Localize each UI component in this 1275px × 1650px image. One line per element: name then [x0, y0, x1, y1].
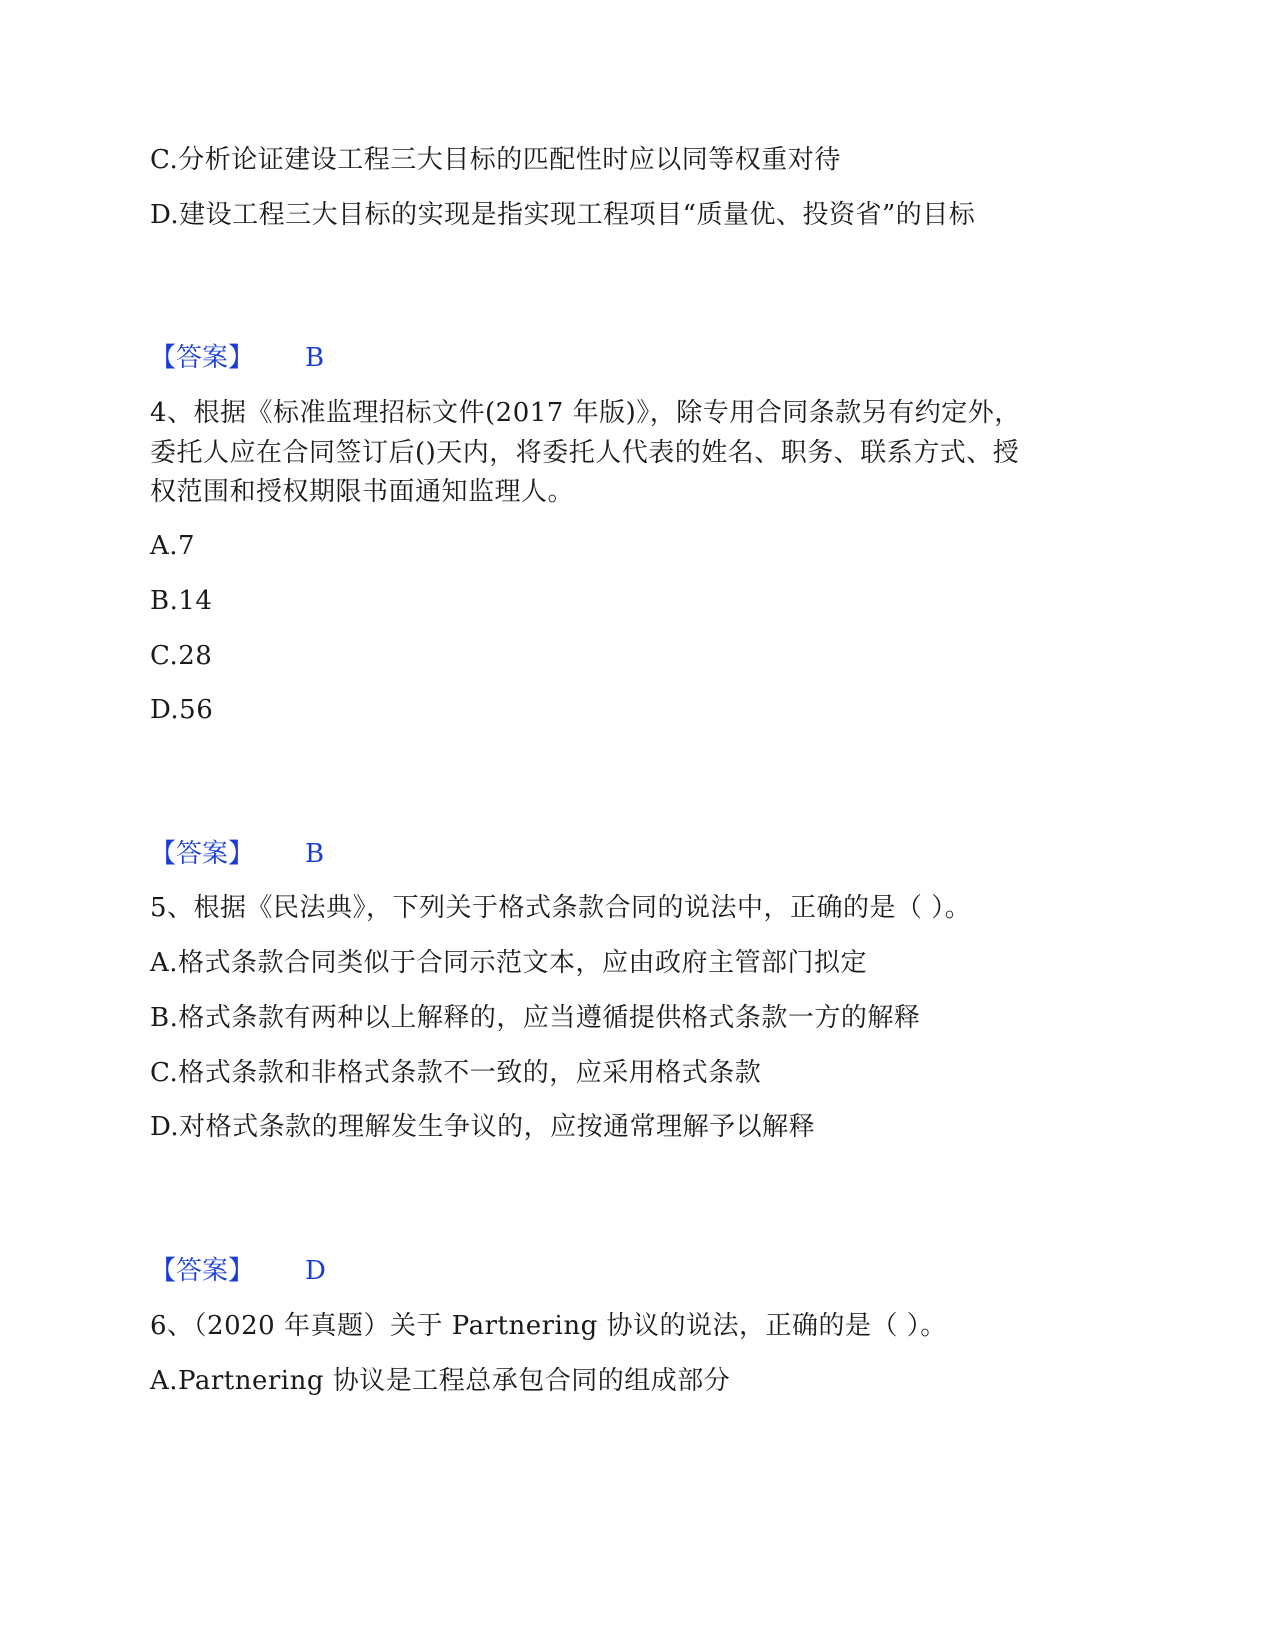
answer-3 [150, 338, 450, 378]
answer-value: D [305, 1256, 326, 1286]
q5-option-d: D.对格式条款的理解发生争议的，应按通常理解予以解释 [150, 1112, 816, 1142]
answer-5 [150, 1251, 450, 1291]
answer-label: 【答案】 [150, 1256, 255, 1286]
q3-option-d: D.建设工程三大目标的实现是指实现工程项目“质量优、投资省”的目标 [150, 200, 976, 230]
q4-option-a: A.7 [150, 531, 196, 561]
answer-value: B [305, 839, 325, 869]
q5-option-c: C.格式条款和非格式条款不一致的，应采用格式条款 [150, 1058, 762, 1088]
answer-value: B [305, 343, 325, 373]
answer-label: 【答案】 [150, 343, 255, 373]
q6-option-a: A.Partnering 协议是工程总承包合同的组成部分 [150, 1366, 731, 1396]
q5-option-a: A.格式条款合同类似于合同示范文本，应由政府主管部门拟定 [150, 948, 868, 978]
q4-stem-line-1: 4、根据《标准监理招标文件(2017 年版)》，除专用合同条款另有约定外， [150, 398, 1021, 428]
q4-stem-line-3: 权范围和授权期限书面通知监理人。 [150, 477, 575, 507]
answer-4 [150, 834, 450, 874]
q5-option-b: B.格式条款有两种以上解释的，应当遵循提供格式条款一方的解释 [150, 1003, 921, 1033]
q6-stem: 6、（2020 年真题）关于 Partnering 协议的说法，正确的是（ ）。 [150, 1311, 947, 1341]
q4-option-b: B.14 [150, 586, 213, 616]
q4-option-c: C.28 [150, 641, 213, 671]
q4-stem-line-2: 委托人应在合同签订后()天内，将委托人代表的姓名、职务、联系方式、授 [150, 438, 1020, 468]
q4-option-d: D.56 [150, 695, 214, 725]
answer-label: 【答案】 [150, 839, 255, 869]
q5-stem: 5、根据《民法典》，下列关于格式条款合同的说法中，正确的是（ ）。 [150, 893, 972, 923]
q3-option-c: C.分析论证建设工程三大目标的匹配性时应以同等权重对待 [150, 145, 841, 175]
